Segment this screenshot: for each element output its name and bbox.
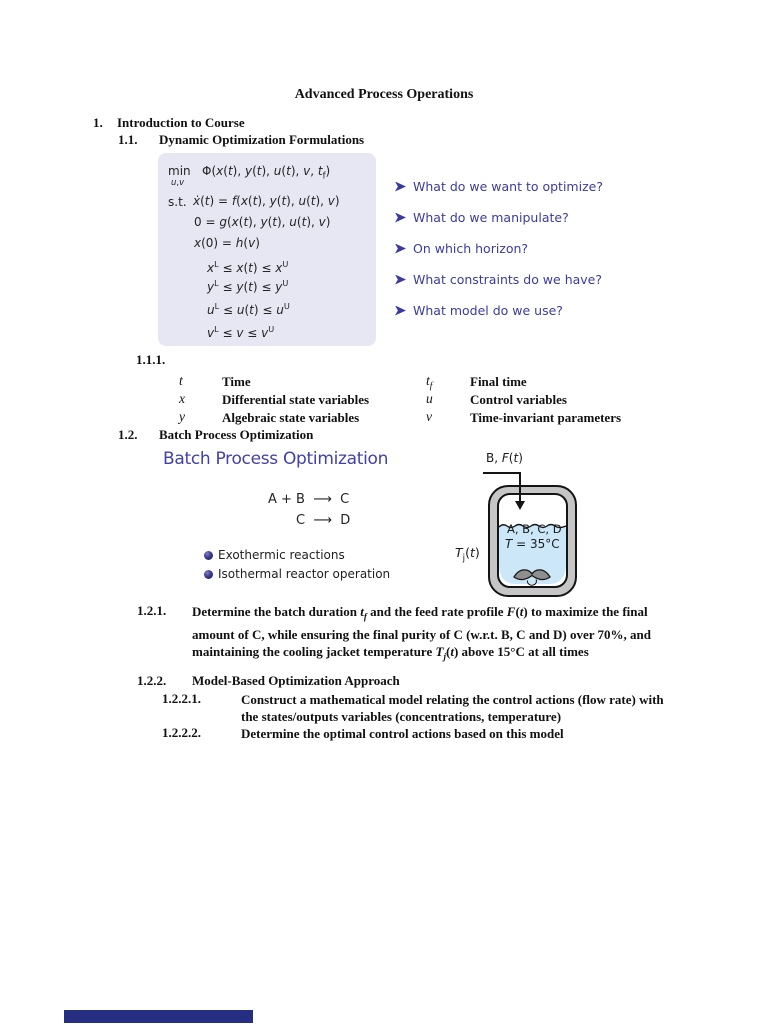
question-text: What constraints do we have? xyxy=(413,272,603,287)
question-text: What do we want to optimize? xyxy=(413,179,603,194)
feed-arrow-head xyxy=(515,501,525,510)
bullet-text: Exothermic reactions xyxy=(218,548,345,562)
item-1-2-2-number: 1.2.2. xyxy=(137,673,167,688)
question-text: What model do we use? xyxy=(413,303,563,318)
bullet-text: Isothermal reactor operation xyxy=(218,567,391,581)
section-1-1-1-number: 1.1.1. xyxy=(136,352,166,367)
reaction-equation-2: C ⟶ D xyxy=(296,513,351,528)
variable-symbol: v xyxy=(426,409,432,424)
ode-constraint: ẋ(t) = f(x(t), y(t), u(t), v) xyxy=(193,194,340,208)
item-1-2-2-1-number: 1.2.2.1. xyxy=(162,691,201,706)
objective-formula: Φ(x(t), y(t), u(t), v, $t_f$) xyxy=(202,164,331,181)
section-1-number: 1. xyxy=(93,115,103,130)
optimization-panel xyxy=(158,153,376,346)
arrow-bullet-icon xyxy=(395,244,406,254)
next-page-sliver xyxy=(64,1010,253,1023)
variable-description: Algebraic state variables xyxy=(222,410,360,425)
reactor-temperature-label: T = 35°C xyxy=(505,537,560,551)
page-title: Advanced Process Operations xyxy=(294,87,474,102)
question-item xyxy=(395,241,528,256)
reaction-equation-1: A + B ⟶ C xyxy=(268,492,350,507)
question-text: On which horizon? xyxy=(413,241,529,256)
item-1-2-1-text: Determine the batch duration $t_f$ and the feed rate profile F(t) to maximize the final amount of C, while ensuring the final purity of C (w.r.t. B, C and D) over 70%, and maintaining the cooling jacket temperature $T_j(t)$ above 15°C at all times xyxy=(192,604,652,662)
reactor-contents-label: A, B, C, D xyxy=(507,522,562,536)
x-bounds: $x^L \le x(t) \le x^U$ xyxy=(207,259,289,275)
initial-condition: x(0) = h(v) xyxy=(194,236,260,250)
arrow-bullet-icon xyxy=(395,182,406,192)
variable-symbol: y xyxy=(179,409,185,424)
variable-description: Time xyxy=(222,374,251,389)
variable-description: Control variables xyxy=(470,392,567,407)
item-1-2-2-2-text: Determine the optimal control actions based on this model xyxy=(241,726,564,741)
subject-to-label: s.t. xyxy=(168,195,187,209)
item-1-2-1-number: 1.2.1. xyxy=(137,603,167,618)
impeller-icon xyxy=(513,566,551,588)
item-1-2-2-1-text: Construct a mathematical model relating the control actions (flow rate) with the states/outputs variables (concentrations, temperature) xyxy=(241,692,664,725)
feed-arrow-line xyxy=(519,472,521,502)
variable-symbol: x xyxy=(179,391,185,406)
section-1-2-number: 1.2. xyxy=(118,427,138,442)
question-item xyxy=(395,210,569,225)
u-bounds: $u^L \le u(t) \le u^U$ xyxy=(207,301,290,317)
min-subscript: u,v xyxy=(171,178,185,188)
variable-symbol: t xyxy=(179,373,183,388)
arrow-bullet-icon xyxy=(395,213,406,223)
question-text: What do we manipulate? xyxy=(413,210,569,225)
variable-description: Time-invariant parameters xyxy=(470,410,622,425)
v-bounds: $v^L \le v \le v^U$ xyxy=(207,324,275,340)
arrow-bullet-icon xyxy=(395,275,406,285)
variable-symbol: $t_f$ xyxy=(426,373,433,392)
variable-description: Final time xyxy=(470,374,527,389)
jacket-temperature-label: $T_j(t)$ xyxy=(455,545,480,564)
feed-arrow-line xyxy=(483,472,521,474)
slide-title: Batch Process Optimization xyxy=(163,449,389,469)
arrow-bullet-icon xyxy=(395,306,406,316)
item-1-2-2-2-number: 1.2.2.2. xyxy=(162,725,201,740)
section-1-1-number: 1.1. xyxy=(118,132,138,147)
variable-symbol: u xyxy=(426,391,433,406)
algebraic-constraint: 0 = g(x(t), y(t), u(t), v) xyxy=(194,215,331,229)
section-1-title: Introduction to Course xyxy=(117,115,245,130)
bullet-icon xyxy=(204,570,213,579)
item-1-2-2-title: Model-Based Optimization Approach xyxy=(192,673,400,688)
question-item xyxy=(395,272,602,287)
y-bounds: $y^L \le y(t) \le y^U$ xyxy=(207,278,289,294)
section-1-2-title: Batch Process Optimization xyxy=(159,427,314,442)
question-item xyxy=(395,179,603,194)
variable-description: Differential state variables xyxy=(222,392,370,407)
section-1-1-title: Dynamic Optimization Formulations xyxy=(159,132,365,147)
bullet-icon xyxy=(204,551,213,560)
feed-stream-label: B, F(t) xyxy=(486,451,523,465)
min-operator: min xyxy=(168,164,191,178)
question-item xyxy=(395,303,563,318)
